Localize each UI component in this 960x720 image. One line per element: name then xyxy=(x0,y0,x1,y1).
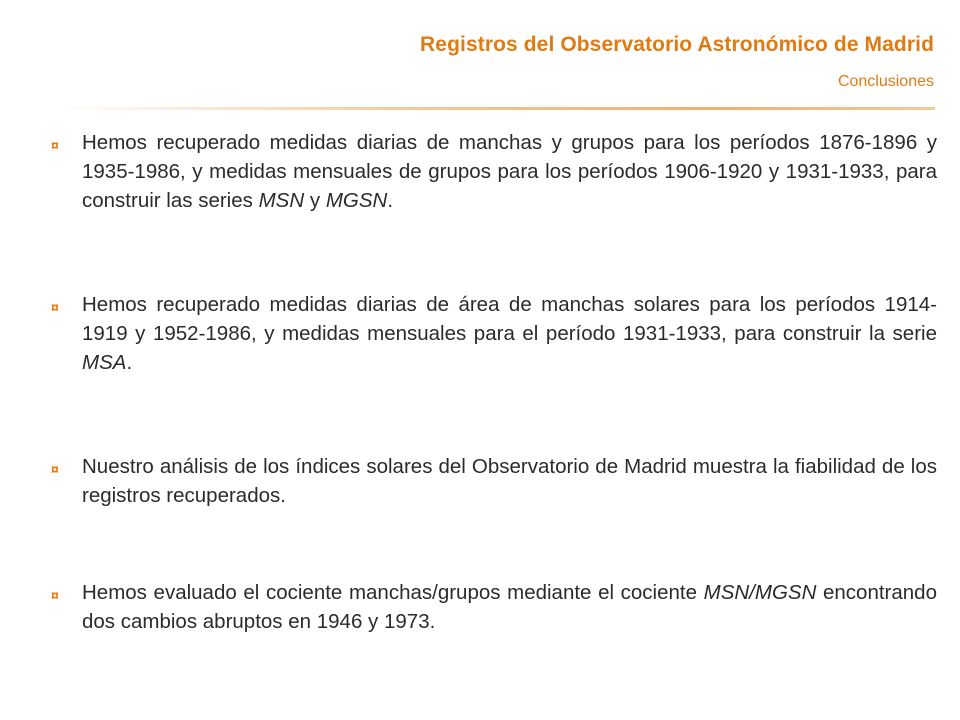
bullet-text: Nuestro análisis de los índices solares del Observatorio de Madrid muestra la fiabilidad de los registros recuperados. xyxy=(82,455,937,507)
bullet-text: Hemos recuperado medidas diarias de manchas y grupos para los períodos 1876-1896 y 1935-1986, y medidas mensuales de grupos para los períodos 1906-1920 y 1931-1933, para construir las series MSN y MGSN. xyxy=(82,131,937,212)
series-name: MSN xyxy=(258,189,305,212)
bullet-marker-icon: ¤ xyxy=(51,299,59,315)
bullet-text: Hemos recuperado medidas diarias de área de manchas solares para los períodos 1914-1919 y 1952-1986, y medidas mensuales para el período 1931-1933, para construir la serie MSA. xyxy=(82,293,937,374)
bullet-marker-icon: ¤ xyxy=(51,461,59,477)
bullet-marker-icon: ¤ xyxy=(51,137,59,153)
series-name: MSN/MGSN xyxy=(703,581,817,604)
header-title: Registros del Observatorio Astronómico de Madrid xyxy=(420,33,934,56)
header-divider xyxy=(55,107,935,110)
series-name: MSA xyxy=(82,351,127,374)
header-subtitle: Conclusiones xyxy=(837,73,934,90)
bullet-text: Hemos evaluado el cociente manchas/grupos mediante el cociente MSN/MGSN encontrando dos cambios abruptos en 1946 y 1973. xyxy=(82,581,937,633)
series-name: MGSN xyxy=(325,189,388,212)
bullet-marker-icon: ¤ xyxy=(51,587,59,603)
